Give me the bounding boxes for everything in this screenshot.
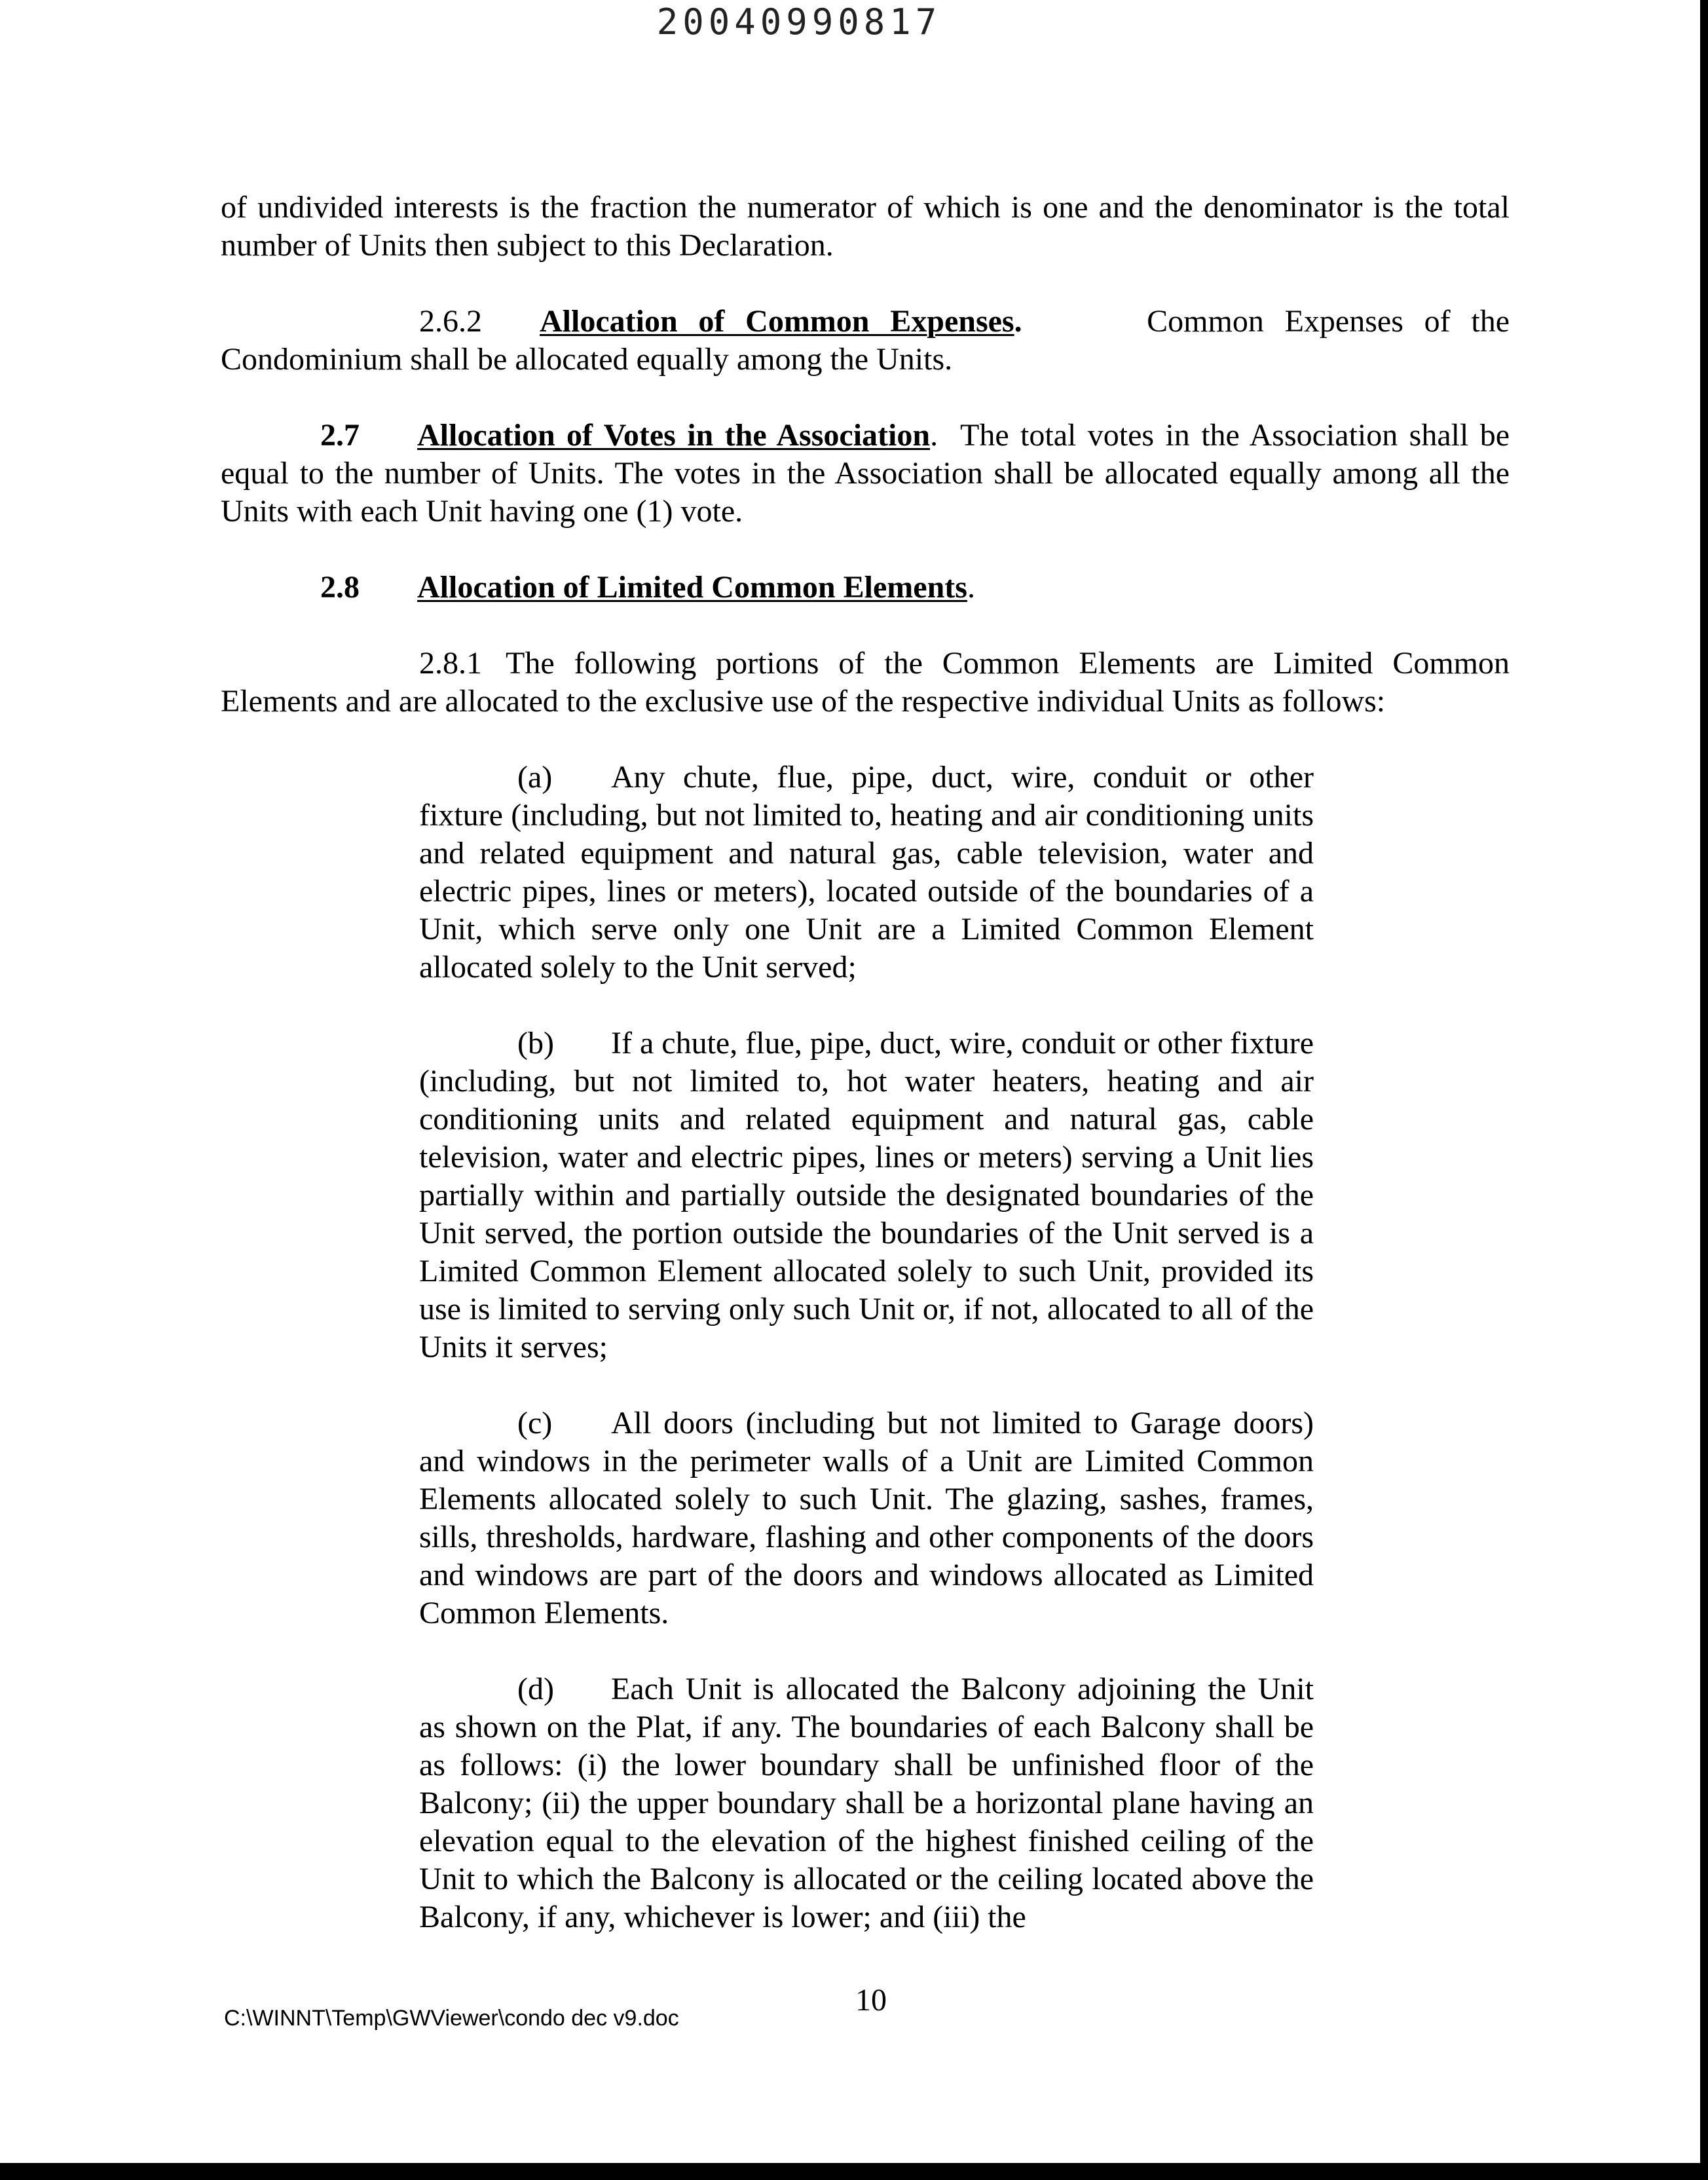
section-text: The total votes in the Association shall be equal to the number of Units. The votes in the Association shall be allocated equally among all the Units with each Unit having one (1) vote.	[221, 418, 1510, 529]
section-text: Common Expenses of the Condominium shall be allocated equally among the Units.	[221, 304, 1510, 377]
scan-border-right	[1700, 0, 1708, 2180]
list-item-label: (a)	[517, 760, 553, 795]
list-item-label: (d)	[517, 1672, 554, 1706]
section-number: 2.8	[320, 570, 360, 605]
list-item	[419, 1670, 1314, 1936]
section-2-7: 2.7 Allocation of Votes in the Association. The total votes in the Association shall be equal to the number of Units. The votes in the Association shall be allocated equally among all the Units with each Unit having one (1) vote.	[221, 418, 1510, 529]
section-2-8: 2.8 Allocation of Limited Common Elements.	[221, 569, 1510, 607]
file-path-footer: C:\WINNT\Temp\GWViewer\condo dec v9.doc	[224, 2006, 679, 2031]
section-text: The following portions of the Common Elements are Limited Common Elements and are allocated to the exclusive use of the respective individual Units as follows:	[221, 646, 1510, 719]
section-number: 2.8.1	[419, 646, 482, 681]
document-number: 20040990817	[656, 1, 942, 43]
list-item-label: (c)	[517, 1406, 553, 1440]
list-item	[419, 1024, 1314, 1366]
list-item-text: If a chute, flue, pipe, duct, wire, conduit or other fixture (including, but not limited to, hot water heaters, heating and air conditioning units and related equipment and natural gas, cable television, water and electric pipes, lines or meters) serving a Unit lies partially within and partially outside the designated boundaries of the Unit served, the portion outside the boundaries of the Unit served is a Limited Common Element allocated solely to such Unit, provided its use is limited to serving only such Unit or, if not, allocated to all of the Units it serves;	[419, 1026, 1314, 1364]
page-number: 10	[855, 1983, 887, 2018]
section-number: 2.6.2	[419, 304, 482, 339]
scan-border-bottom	[0, 2163, 1708, 2180]
list-item-text: Any chute, flue, pipe, duct, wire, conduit or other fixture (including, but not limited to, heating and air conditioning units and related equipment and natural gas, cable television, water and electric pipes, lines or meters), located outside of the boundaries of a Unit, which serve only one Unit are a Limited Common Element allocated solely to the Unit served;	[419, 760, 1314, 985]
section-2-8-1	[221, 645, 1510, 721]
section-number: 2.7	[320, 418, 360, 453]
list-item	[419, 1404, 1314, 1632]
section-2-6-2: 2.6.2 Allocation of Common Expenses. Common Expenses of the Condominium shall be allocated equally among the Units.	[221, 304, 1510, 377]
list-item	[419, 759, 1314, 987]
paragraph-continuation	[221, 189, 1510, 265]
section-heading: Allocation of Votes in the Association	[417, 418, 931, 453]
section-heading: Allocation of Limited Common Elements	[417, 570, 967, 605]
list-item-label: (b)	[517, 1026, 554, 1061]
section-heading: Allocation of Common Expenses	[540, 304, 1014, 339]
list-item-text: Each Unit is allocated the Balcony adjoining the Unit as shown on the Plat, if any. The boundaries of each Balcony shall be as follows: (i) the lower boundary shall be unfinished floor of the Balcony; (ii) the upper boundary shall be a horizontal plane having an elevation equal to the elevation of the highest finished ceiling of the Unit to which the Balcony is allocated or the ceiling located above the Balcony, if any, whichever is lower; and (iii) the	[419, 1672, 1314, 1934]
paragraph-continuation-text: of undivided interests is the fraction the numerator of which is one and the denominator is the total number of Units then subject to this Declaration.	[221, 190, 1510, 263]
list-item-text: All doors (including but not limited to Garage doors) and windows in the perimeter walls of a Unit are Limited Common Elements allocated solely to such Unit. The glazing, sashes, frames, sills, thresholds, hardware, flashing and other components of the doors and windows are part of the doors and windows allocated as Limited Common Elements.	[419, 1406, 1314, 1630]
